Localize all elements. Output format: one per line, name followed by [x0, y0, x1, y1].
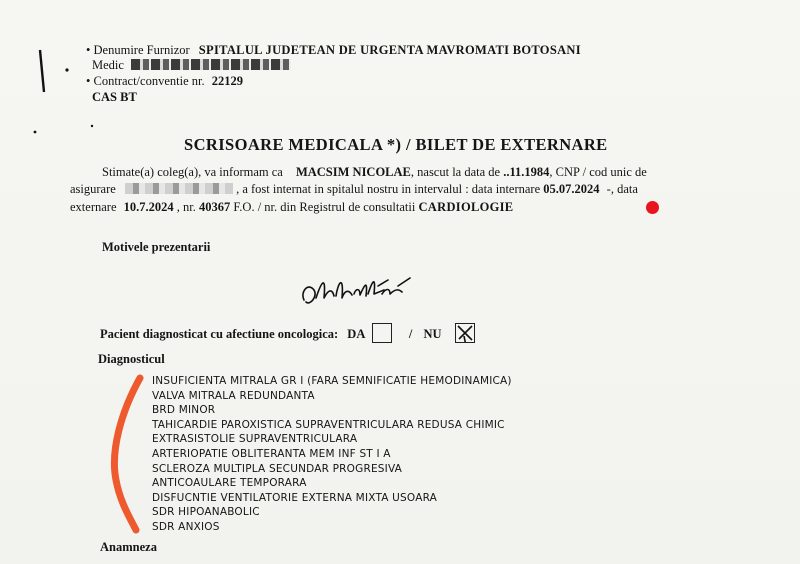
- bullet-icon: •: [86, 74, 91, 88]
- intro-text: F.O. / nr. din Registrul de consultatii: [233, 200, 416, 214]
- diagnostic-item: SDR ANXIOS: [152, 520, 220, 533]
- fo-number: 40367: [198, 200, 231, 214]
- intro-text: , a fost internat in spitalul nostru in intervalul : data internare: [236, 182, 541, 196]
- diagnostic-item: SDR HIPOANABOLIC: [152, 506, 260, 519]
- admission-date: 05.07.2024: [543, 182, 600, 196]
- birth-date: ..11.1984: [503, 165, 550, 179]
- diagnostic-item: INSUFICIENTA MITRALA GR I (FARA SEMNIFICATIE HEMODINAMICA): [152, 375, 512, 387]
- furnizor-label: Denumire Furnizor: [93, 43, 190, 57]
- intro-text: -, data: [606, 182, 638, 196]
- bullet-icon: •: [86, 43, 91, 57]
- document-title: SCRISOARE MEDICALA *) / BILET DE EXTERNARE: [184, 135, 608, 154]
- intro-text: , nascut la data de: [410, 165, 501, 179]
- furnizor-value: SPITALUL JUDETEAN DE URGENTA MAVROMATI BOTOSANI: [198, 43, 581, 57]
- diagnostic-item: ANTICOAULARE TEMPORARA: [152, 477, 307, 490]
- contract-value: 22129: [211, 74, 243, 88]
- cas-value: CAS BT: [92, 90, 137, 104]
- intro-text: Stimate(a) coleg(a), va informam ca: [102, 165, 283, 179]
- anamneza-label: Anamneza: [100, 540, 157, 554]
- diagnostic-list: [152, 374, 512, 535]
- contract-label: Contract/conventie nr.: [93, 74, 205, 88]
- diagnostic-item: ARTERIOPATIE OBLITERANTA MEM INF ST I A: [152, 447, 391, 460]
- handwritten-text: Dispozitiv: [298, 268, 303, 269]
- da-label: DA: [347, 327, 365, 341]
- intro-text: , nr.: [176, 200, 196, 214]
- diagnostic-item: TAHICARDIE PAROXISTICA SUPRAVENTRICULARA REDUSA CHIMIC: [152, 418, 505, 431]
- discharge-date: 10.7.2024: [123, 200, 174, 214]
- intro-text: externare: [70, 200, 117, 214]
- diagnostic-item: EXTRASISTOLIE SUPRAVENTRICULARA: [152, 433, 358, 446]
- diagnostic-item: DISFUCNTIE VENTILATORIE EXTERNA MIXTA USOARA: [152, 491, 438, 504]
- patient-name: MACSIM NICOLAE: [295, 165, 411, 179]
- oncologic-question: Pacient diagnosticat cu afectiune oncologica:: [100, 327, 339, 341]
- nu-label: NU: [423, 327, 442, 341]
- separator: /: [408, 327, 413, 341]
- intro-text: asigurare: [70, 182, 116, 196]
- medic-label: Medic: [92, 58, 124, 72]
- diagnostic-item: BRD MINOR: [152, 404, 216, 417]
- diagnostic-item: VALVA MITRALA REDUNDANTA: [152, 389, 315, 402]
- department: CARDIOLOGIE: [418, 200, 514, 214]
- diagnostic-item: SCLEROZA MULTIPLA SECUNDAR PROGRESIVA: [152, 462, 403, 475]
- intro-text: , CNP / cod unic de: [549, 165, 647, 179]
- motive-label: Motivele prezentarii: [102, 240, 211, 254]
- diagnostic-label: Diagnosticul: [98, 352, 165, 366]
